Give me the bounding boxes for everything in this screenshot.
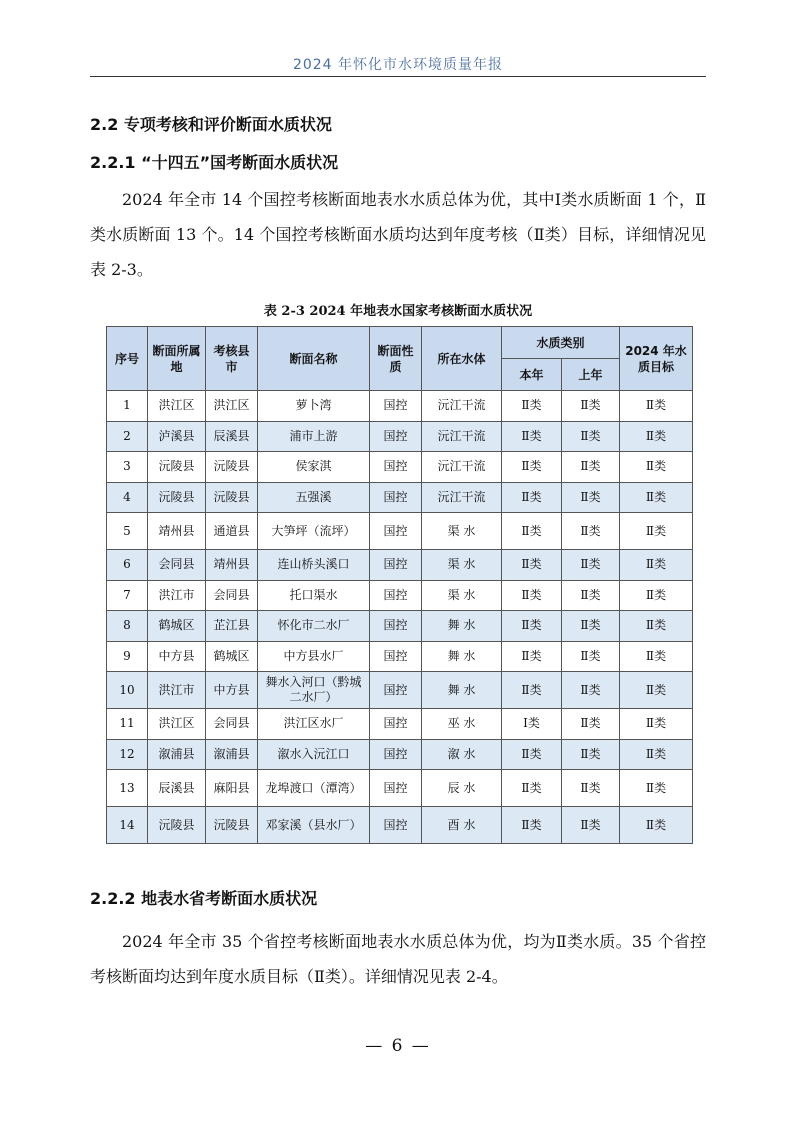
provincial-paragraph: 2024 年全市 35 个省控考核断面地表水水质总体为优，均为Ⅱ类水质。35 个省控考核断面均达到年度水质目标（Ⅱ类）。详细情况见表 2-4。	[90, 932, 706, 986]
table-row	[107, 513, 693, 550]
cell-target: Ⅱ类	[620, 641, 693, 672]
cell-water: 沅江干流	[422, 391, 502, 422]
cell-last-year: Ⅱ类	[562, 391, 620, 422]
cell-nature: 国控	[370, 421, 422, 452]
cell-county: 沅陵县	[206, 807, 258, 844]
cell-no: 11	[107, 709, 148, 740]
table-row	[107, 580, 693, 611]
cell-target: Ⅱ类	[620, 807, 693, 844]
subsection-heading-provincial: 2.2.2 地表水省考断面水质状况	[90, 889, 318, 908]
cell-last-year: Ⅱ类	[562, 770, 620, 807]
cell-area: 会同县	[148, 550, 206, 581]
cell-county: 辰溪县	[206, 421, 258, 452]
header-target: 2024 年水质目标	[620, 327, 693, 391]
cell-last-year: Ⅱ类	[562, 641, 620, 672]
cell-this-year: Ⅱ类	[502, 641, 562, 672]
cell-last-year: Ⅱ类	[562, 709, 620, 740]
cell-this-year: Ⅱ类	[502, 482, 562, 513]
header-rule	[90, 76, 706, 77]
cell-nature: 国控	[370, 770, 422, 807]
cell-nature: 国控	[370, 452, 422, 483]
cell-water: 舞 水	[422, 672, 502, 709]
cell-target: Ⅱ类	[620, 482, 693, 513]
cell-target: Ⅱ类	[620, 611, 693, 642]
cell-county: 溆浦县	[206, 739, 258, 770]
cell-last-year: Ⅱ类	[562, 739, 620, 770]
cell-area: 沅陵县	[148, 482, 206, 513]
cell-water: 渠 水	[422, 513, 502, 550]
cell-nature: 国控	[370, 513, 422, 550]
cell-county: 洪江区	[206, 391, 258, 422]
cell-last-year: Ⅱ类	[562, 421, 620, 452]
cell-name: 怀化市二水厂	[258, 611, 370, 642]
cell-county: 麻阳县	[206, 770, 258, 807]
cell-area: 辰溪县	[148, 770, 206, 807]
cell-this-year: Ⅱ类	[502, 672, 562, 709]
cell-no: 12	[107, 739, 148, 770]
cell-no: 7	[107, 580, 148, 611]
cell-target: Ⅱ类	[620, 672, 693, 709]
cell-this-year: Ⅱ类	[502, 513, 562, 550]
header-water: 所在水体	[422, 327, 502, 391]
cell-area: 洪江市	[148, 580, 206, 611]
cell-water: 舞 水	[422, 641, 502, 672]
cell-no: 4	[107, 482, 148, 513]
table-row	[107, 452, 693, 483]
header-last-year: 上年	[562, 359, 620, 391]
cell-county: 芷江县	[206, 611, 258, 642]
cell-water: 沅江干流	[422, 452, 502, 483]
cell-target: Ⅱ类	[620, 550, 693, 581]
cell-name: 龙埠渡口（潭湾）	[258, 770, 370, 807]
cell-area: 洪江区	[148, 709, 206, 740]
water-quality-table	[106, 326, 692, 844]
cell-no: 3	[107, 452, 148, 483]
cell-target: Ⅱ类	[620, 770, 693, 807]
cell-nature: 国控	[370, 641, 422, 672]
cell-this-year: Ⅱ类	[502, 550, 562, 581]
cell-county: 靖州县	[206, 550, 258, 581]
cell-target: Ⅱ类	[620, 709, 693, 740]
cell-water: 舞 水	[422, 611, 502, 642]
national-paragraph: 2024 年全市 14 个国控考核断面地表水水质总体为优，其中Ⅰ类水质断面 1 个，Ⅱ类水质断面 13 个。14 个国控考核断面水质均达到年度考核（Ⅱ类）目标，详细情况见表 2-3。	[90, 190, 706, 279]
cell-water: 辰 水	[422, 770, 502, 807]
cell-nature: 国控	[370, 807, 422, 844]
cell-last-year: Ⅱ类	[562, 807, 620, 844]
cell-no: 8	[107, 611, 148, 642]
cell-last-year: Ⅱ类	[562, 513, 620, 550]
cell-last-year: Ⅱ类	[562, 482, 620, 513]
table-row	[107, 770, 693, 807]
table-row	[107, 611, 693, 642]
header-nature: 断面性质	[370, 327, 422, 391]
cell-name: 邓家溪（县水厂）	[258, 807, 370, 844]
cell-area: 洪江市	[148, 672, 206, 709]
cell-no: 1	[107, 391, 148, 422]
cell-this-year: Ⅱ类	[502, 739, 562, 770]
cell-name: 浦市上游	[258, 421, 370, 452]
cell-water: 酉 水	[422, 807, 502, 844]
cell-no: 6	[107, 550, 148, 581]
cell-target: Ⅱ类	[620, 513, 693, 550]
cell-target: Ⅱ类	[620, 421, 693, 452]
cell-county: 会同县	[206, 709, 258, 740]
cell-nature: 国控	[370, 580, 422, 611]
header-area: 断面所属地	[148, 327, 206, 391]
cell-this-year: Ⅱ类	[502, 580, 562, 611]
table-row	[107, 421, 693, 452]
cell-nature: 国控	[370, 739, 422, 770]
table-row	[107, 641, 693, 672]
header-this-year: 本年	[502, 359, 562, 391]
cell-no: 9	[107, 641, 148, 672]
cell-nature: 国控	[370, 611, 422, 642]
cell-last-year: Ⅱ类	[562, 550, 620, 581]
header-quality: 水质类别	[502, 327, 620, 359]
cell-nature: 国控	[370, 391, 422, 422]
cell-name: 托口渠水	[258, 580, 370, 611]
cell-name: 五强溪	[258, 482, 370, 513]
cell-name: 洪江区水厂	[258, 709, 370, 740]
cell-this-year: Ⅱ类	[502, 611, 562, 642]
cell-no: 2	[107, 421, 148, 452]
cell-last-year: Ⅱ类	[562, 452, 620, 483]
running-header: 2024 年怀化市水环境质量年报	[292, 57, 504, 73]
cell-no: 14	[107, 807, 148, 844]
cell-area: 鹤城区	[148, 611, 206, 642]
cell-nature: 国控	[370, 709, 422, 740]
cell-county: 鹤城区	[206, 641, 258, 672]
cell-target: Ⅱ类	[620, 580, 693, 611]
table-row	[107, 391, 693, 422]
cell-water: 沅江干流	[422, 482, 502, 513]
cell-name: 大笋坪（流坪）	[258, 513, 370, 550]
cell-last-year: Ⅱ类	[562, 672, 620, 709]
cell-name: 萝卜湾	[258, 391, 370, 422]
cell-water: 渠 水	[422, 550, 502, 581]
header-no: 序号	[107, 327, 148, 391]
cell-this-year: Ⅱ类	[502, 807, 562, 844]
cell-area: 泸溪县	[148, 421, 206, 452]
cell-last-year: Ⅱ类	[562, 580, 620, 611]
cell-no: 10	[107, 672, 148, 709]
table-caption: 表 2-3 2024 年地表水国家考核断面水质状况	[263, 304, 533, 319]
cell-target: Ⅱ类	[620, 391, 693, 422]
cell-target: Ⅱ类	[620, 739, 693, 770]
cell-water: 溆 水	[422, 739, 502, 770]
cell-water: 巫 水	[422, 709, 502, 740]
cell-area: 沅陵县	[148, 807, 206, 844]
cell-name: 舞水入河口（黔城二水厂）	[258, 672, 370, 709]
page-number: — 6 —	[365, 1036, 431, 1056]
cell-area: 溆浦县	[148, 739, 206, 770]
cell-water: 渠 水	[422, 580, 502, 611]
table-row	[107, 709, 693, 740]
cell-nature: 国控	[370, 482, 422, 513]
table-row	[107, 482, 693, 513]
header-name: 断面名称	[258, 327, 370, 391]
cell-this-year: Ⅰ类	[502, 709, 562, 740]
table-row	[107, 807, 693, 844]
cell-area: 洪江区	[148, 391, 206, 422]
header-county: 考核县市	[206, 327, 258, 391]
cell-no: 5	[107, 513, 148, 550]
table-row	[107, 550, 693, 581]
cell-nature: 国控	[370, 672, 422, 709]
cell-area: 靖州县	[148, 513, 206, 550]
cell-last-year: Ⅱ类	[562, 611, 620, 642]
cell-county: 中方县	[206, 672, 258, 709]
cell-this-year: Ⅱ类	[502, 421, 562, 452]
table-row	[107, 739, 693, 770]
cell-name: 中方县水厂	[258, 641, 370, 672]
cell-county: 沅陵县	[206, 482, 258, 513]
cell-county: 沅陵县	[206, 452, 258, 483]
cell-this-year: Ⅱ类	[502, 452, 562, 483]
cell-this-year: Ⅱ类	[502, 770, 562, 807]
subsection-heading-national: 2.2.1 “十四五”国考断面水质状况	[90, 153, 339, 172]
cell-name: 溆水入沅江口	[258, 739, 370, 770]
cell-no: 13	[107, 770, 148, 807]
cell-county: 通道县	[206, 513, 258, 550]
cell-nature: 国控	[370, 550, 422, 581]
cell-this-year: Ⅱ类	[502, 391, 562, 422]
table-row	[107, 672, 693, 709]
cell-name: 侯家淇	[258, 452, 370, 483]
cell-area: 沅陵县	[148, 452, 206, 483]
cell-area: 中方县	[148, 641, 206, 672]
cell-name: 连山桥头溪口	[258, 550, 370, 581]
section-heading: 2.2 专项考核和评价断面水质状况	[90, 115, 332, 134]
cell-target: Ⅱ类	[620, 452, 693, 483]
cell-county: 会同县	[206, 580, 258, 611]
cell-water: 沅江干流	[422, 421, 502, 452]
